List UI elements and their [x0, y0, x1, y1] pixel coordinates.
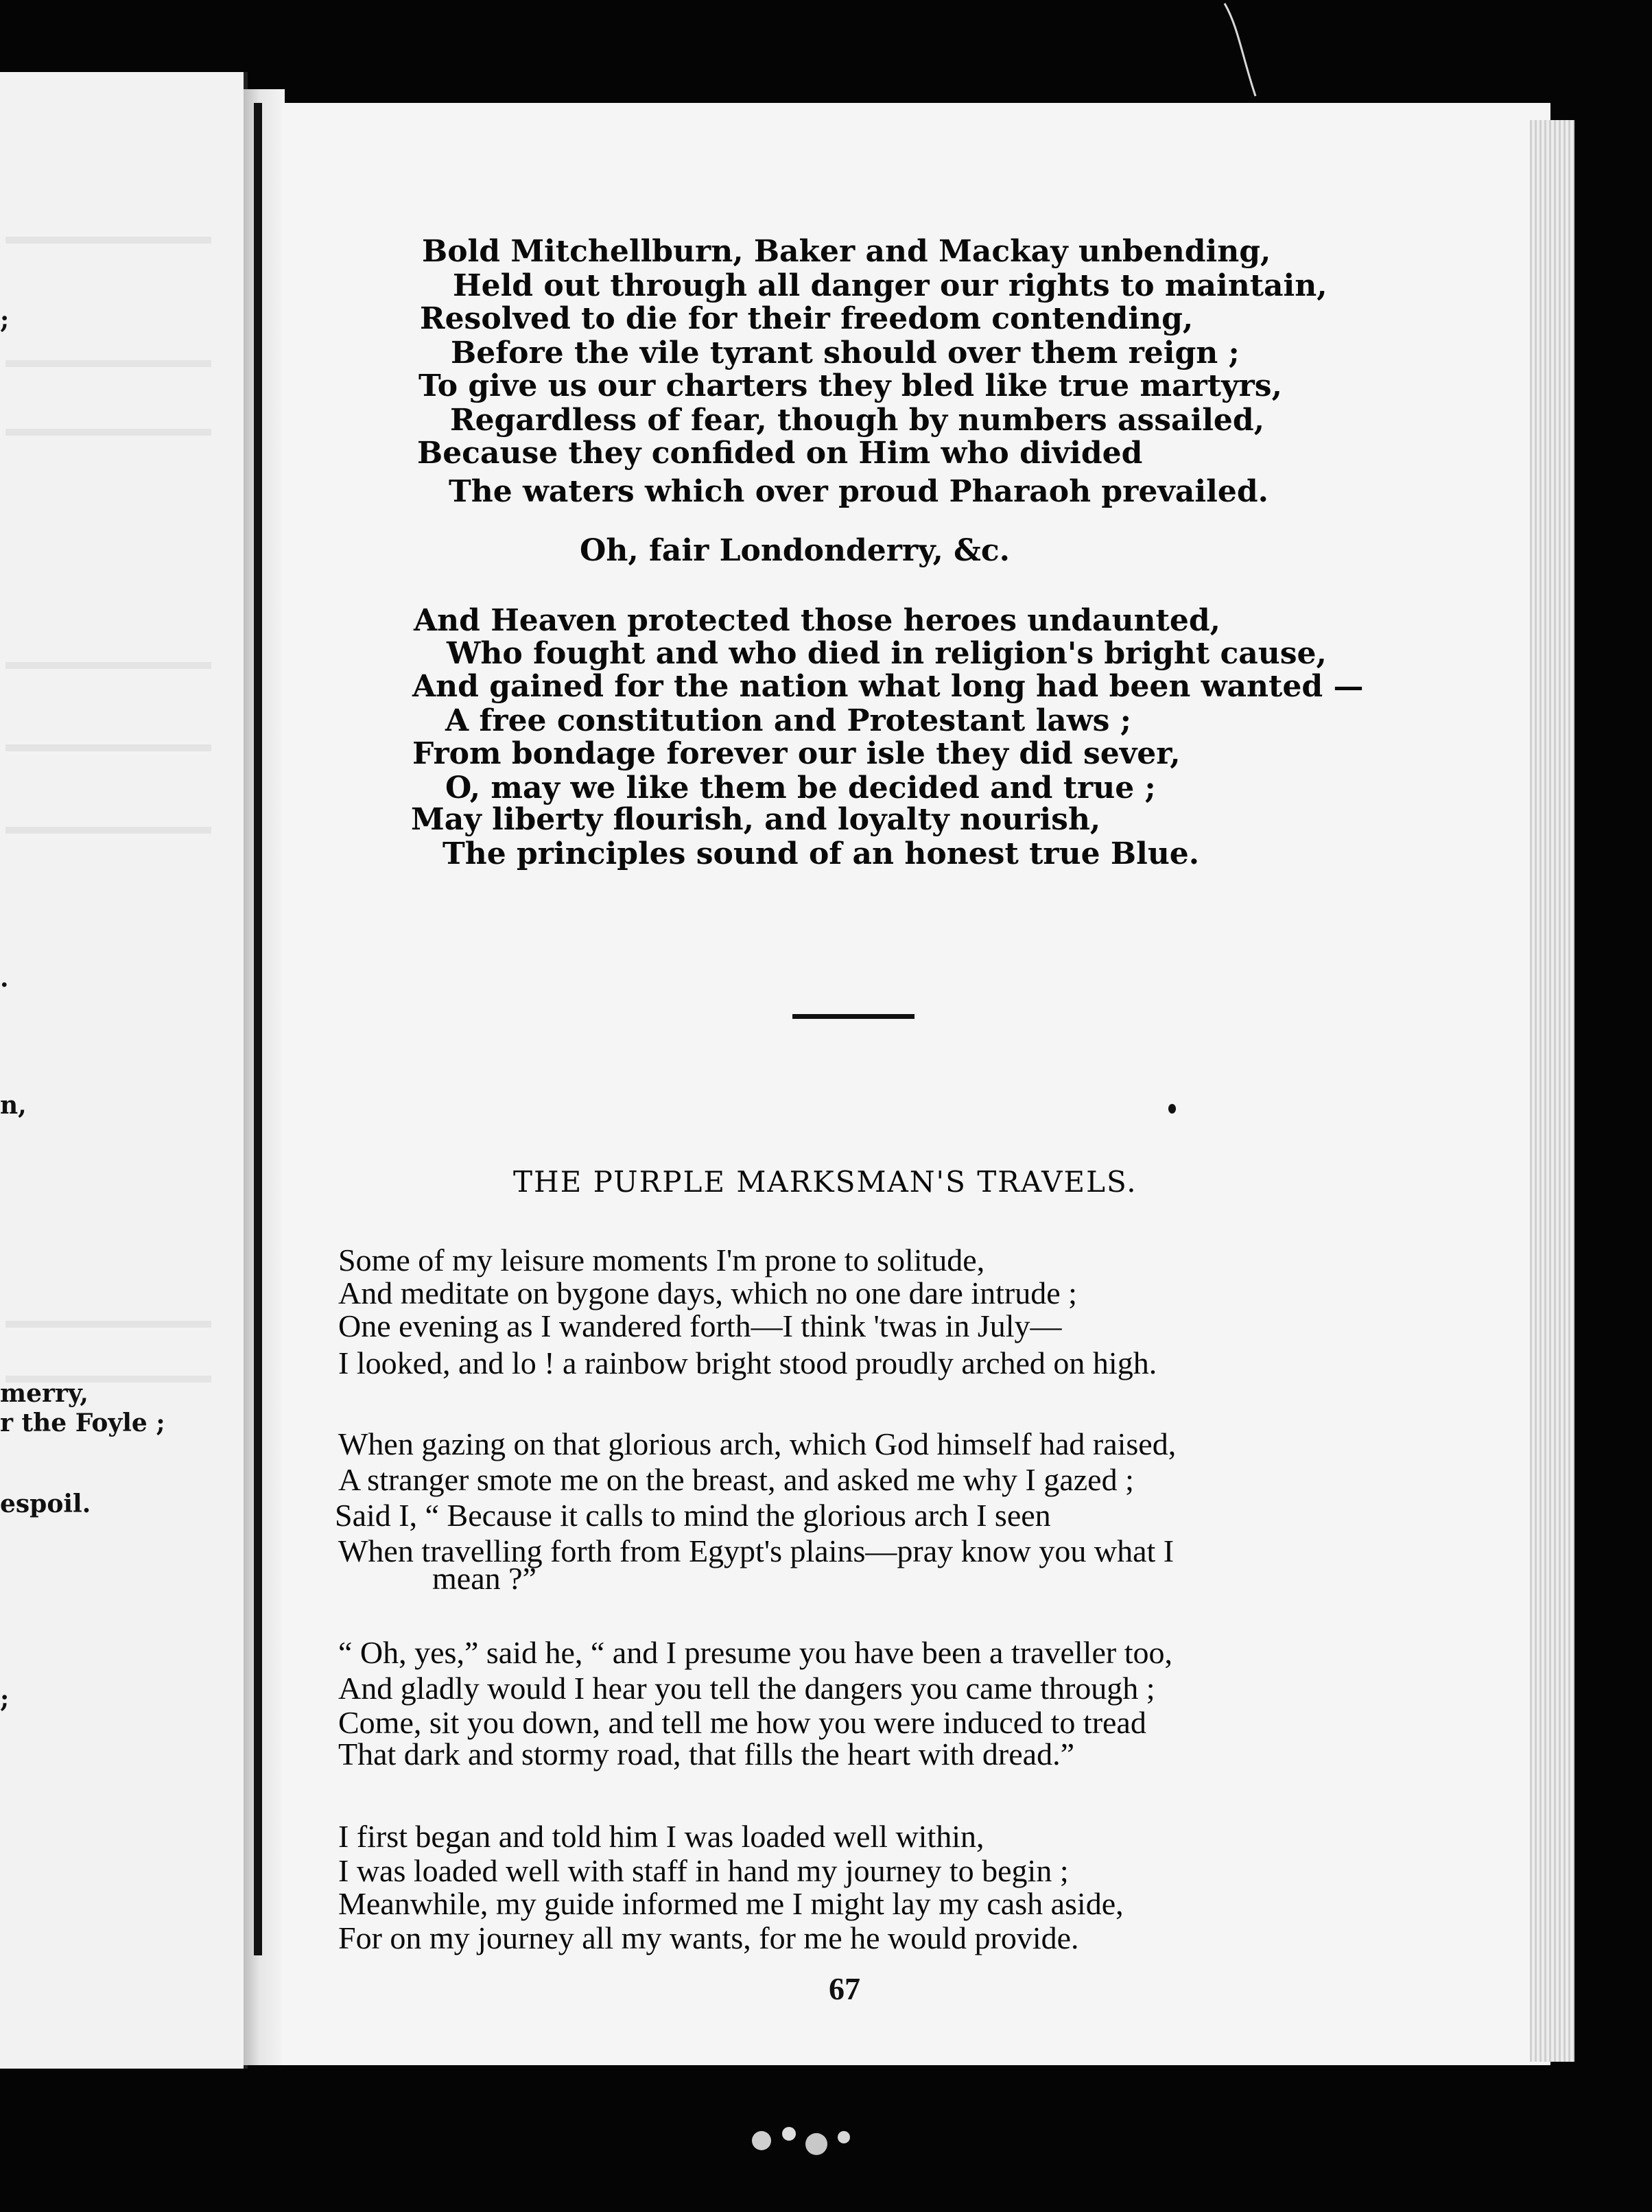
poem-line: And gained for the nation what long had been wanted — [412, 669, 1364, 704]
left-page-fragment: . [0, 964, 9, 993]
section-divider [792, 1014, 914, 1019]
poem-line: To give us our charters they bled like true martyrs, [418, 368, 1282, 403]
left-page-fragment: r the Foyle ; [0, 1409, 165, 1437]
poem-line: And Heaven protected those heroes undaunted, [414, 603, 1220, 638]
poem-line: O, may we like them be decided and true ; [445, 770, 1156, 805]
left-page-fragment: ; [0, 305, 10, 334]
poem-line: I first began and told him I was loaded well within, [338, 1819, 984, 1854]
left-page-fragment: espoil. [0, 1490, 91, 1518]
poem-line: Some of my leisure moments I'm prone to solitude, [338, 1243, 985, 1278]
poem-line: Held out through all danger our rights to maintain, [453, 268, 1328, 303]
poem-line: Meanwhile, my guide informed me I might lay my cash aside, [338, 1886, 1124, 1921]
left-page-fragment: n, [0, 1091, 27, 1120]
poem-line: That dark and stormy road, that fills the heart with dread.” [338, 1737, 1074, 1772]
poem-line: The waters which over proud Pharaoh prevailed. [449, 474, 1268, 509]
ink-speck [1168, 1104, 1176, 1114]
poem-line: Before the vile tyrant should over them reign ; [451, 336, 1240, 370]
poem-line: A stranger smote me on the breast, and asked me why I gazed ; [338, 1462, 1134, 1497]
poem-line: Regardless of fear, though by numbers assailed, [450, 403, 1265, 438]
poem-line: When travelling forth from Egypt's plains—pray know you what I [338, 1533, 1175, 1568]
poem-line: From bondage forever our isle they did sever, [412, 736, 1181, 771]
poem-line: Bold Mitchellburn, Baker and Mackay unbending, [422, 234, 1271, 269]
poem-line: I looked, and lo ! a rainbow bright stood proudly arched on high. [338, 1345, 1157, 1380]
poem-line: I was loaded well with staff in hand my journey to begin ; [338, 1853, 1069, 1888]
poem-line: A free constitution and Protestant laws ; [445, 703, 1132, 738]
poem-line: Because they confided on Him who divided [417, 436, 1143, 471]
page-number: 67 [829, 1971, 860, 2006]
poem-line: For on my journey all my wants, for me he would provide. [338, 1920, 1079, 1955]
poem-line: And meditate on bygone days, which no one dare intrude ; [338, 1275, 1077, 1310]
poem-line: Said I, “ Because it calls to mind the glorious arch I seen [335, 1498, 1051, 1533]
left-page-fragment: merry, [0, 1379, 88, 1408]
poem-line: And gladly would I hear you tell the dangers you came through ; [338, 1671, 1155, 1706]
poem-title: THE PURPLE MARKSMAN'S TRAVELS. [513, 1165, 1137, 1199]
poem-line: Resolved to die for their freedom contending, [420, 301, 1194, 336]
poem-line: mean ?” [432, 1561, 536, 1596]
poem-line: Who fought and who died in religion's bright cause, [447, 636, 1327, 671]
poem-line: “ Oh, yes,” said he, “ and I presume you have been a traveller too, [338, 1635, 1172, 1670]
poem-line: The principles sound of an honest true Blue. [442, 836, 1200, 871]
poem-line: May liberty flourish, and loyalty nourish, [411, 802, 1101, 837]
poem-line: Come, sit you down, and tell me how you were induced to tread [338, 1705, 1146, 1740]
poem-line: One evening as I wandered forth—I think 'twas in July— [338, 1308, 1062, 1343]
left-page-fragment: ; [0, 1684, 10, 1713]
paper-specks [741, 2113, 878, 2175]
poem-line: When gazing on that glorious arch, which God himself had raised, [338, 1426, 1177, 1461]
refrain: Oh, fair Londonderry, &c. [580, 533, 1010, 568]
